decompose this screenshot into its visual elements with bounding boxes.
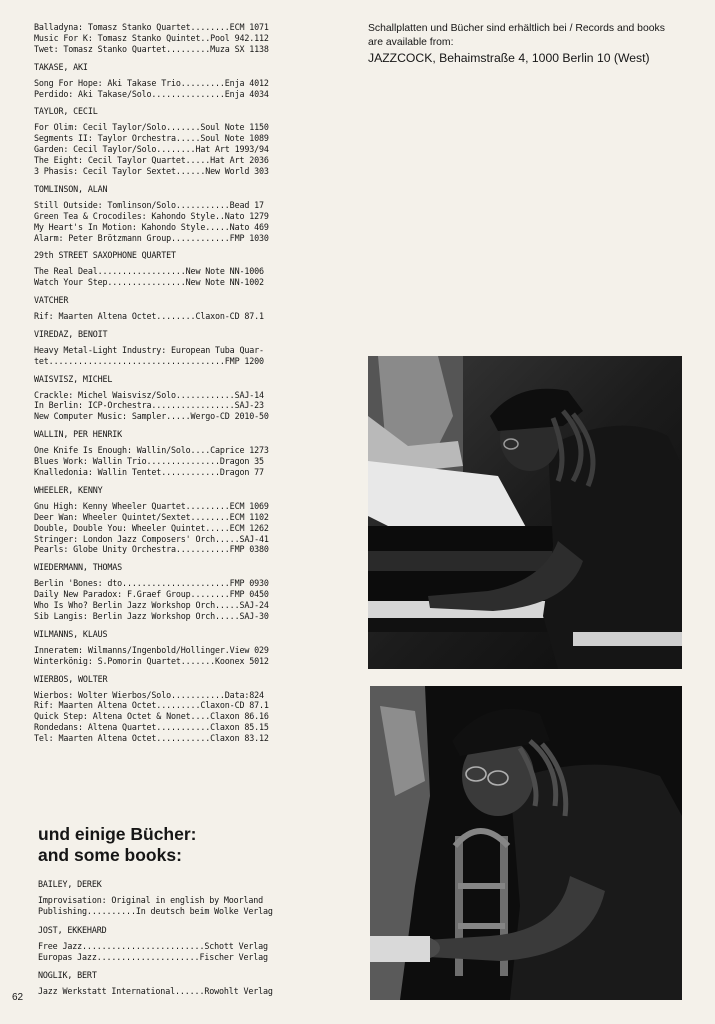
artist-header: WHEELER, KENNY xyxy=(34,484,103,495)
artist-header: JOST, EKKEHARD xyxy=(38,924,107,935)
catalog-entry: Blues Work: Wallin Trio...............Dragon 35 xyxy=(34,456,264,467)
catalog-entry: 3 Phasis: Cecil Taylor Sextet......New World 303 xyxy=(34,165,269,176)
catalog-entry: The Real Deal..................New Note NN-1006 xyxy=(34,266,264,277)
discography-list xyxy=(34,22,356,744)
catalog-entry: Wierbos: Wolter Wierbos/Solo...........Data:824 xyxy=(34,689,264,700)
catalog-entry: Deer Wan: Wheeler Quintet/Sextet........ECM 1102 xyxy=(34,511,269,522)
books-heading-german: und einige Bücher: xyxy=(38,824,197,844)
catalog-entry: Inneratem: Wilmanns/Ingenbold/Hollinger.View 029 xyxy=(34,644,269,655)
catalog-entry: Music For K: Tomasz Stanko Quintet..Pool 942.112 xyxy=(34,32,269,43)
catalog-entry: Balladyna: Tomasz Stanko Quartet........ECM 1071 xyxy=(34,22,269,32)
catalog-entry: Crackle: Michel Waisvisz/Solo............SAJ-14 xyxy=(34,389,264,400)
photo-pianist-front xyxy=(370,686,682,1000)
catalog-entry: Improvisation: Original in english by Moorland xyxy=(38,894,264,905)
catalog-entry: Green Tea & Crocodiles: Kahondo Style..Nato 1279 xyxy=(34,210,269,221)
photo-pianist-side xyxy=(368,356,682,669)
catalog-entry: tet....................................FMP 1200 xyxy=(34,355,264,366)
notice-line-2: are available from: xyxy=(368,36,454,48)
catalog-entry: Publishing..........In deutsch beim Wolke Verlag xyxy=(38,905,273,916)
catalog-entry: Rif: Maarten Altena Octet.........Claxon-CD 87.1 xyxy=(34,700,269,711)
catalog-entry: Pearls: Globe Unity Orchestra...........FMP 0380 xyxy=(34,544,269,555)
catalog-entry: Quick Step: Altena Octet & Nonet....Claxon 86.16 xyxy=(34,711,269,722)
catalog-entry: Gnu High: Kenny Wheeler Quartet.........ECM 1069 xyxy=(34,500,269,511)
catalog-entry: In Berlin: ICP-Orchestra.................SAJ-23 xyxy=(34,400,264,411)
catalog-entry: Twet: Tomasz Stanko Quartet.........Muza SX 1138 xyxy=(34,43,269,54)
catalog-entry: Sib Langis: Berlin Jazz Workshop Orch.....SAJ-30 xyxy=(34,610,269,621)
artist-header: WAISVISZ, MICHEL xyxy=(34,373,113,384)
catalog-entry: Jazz Werkstatt International......Rowohlt Verlag xyxy=(38,986,273,997)
availability-notice xyxy=(368,22,690,66)
artist-header: WIEDERMANN, THOMAS xyxy=(34,562,123,573)
catalog-entry: Knalledonia: Wallin Tentet............Dragon 77 xyxy=(34,467,264,477)
artist-header: BAILEY, DEREK xyxy=(38,879,102,889)
books-list xyxy=(38,879,358,997)
catalog-entry: Segments II: Taylor Orchestra.....Soul Note 1089 xyxy=(34,133,269,144)
books-heading-english: and some books: xyxy=(38,844,182,865)
notice-address: JAZZCOCK, Behaimstraße 4, 1000 Berlin 10 (West) xyxy=(368,51,650,65)
artist-header: WALLIN, PER HENRIK xyxy=(34,429,123,440)
catalog-entry: The Eight: Cecil Taylor Quartet.....Hat Art 2036 xyxy=(34,155,269,166)
artist-header: TOMLINSON, ALAN xyxy=(34,183,108,194)
books-heading xyxy=(38,824,358,865)
catalog-entry: Song For Hope: Aki Takase Trio.........Enja 4012 xyxy=(34,77,269,88)
catalog-entry: Stringer: London Jazz Composers' Orch.....SAJ-41 xyxy=(34,533,269,544)
catalog-entry: Garden: Cecil Taylor/Solo........Hat Art 1993/94 xyxy=(34,144,269,155)
catalog-entry: Daily New Paradox: F.Graef Group........FMP 0450 xyxy=(34,589,269,600)
catalog-entry: Watch Your Step................New Note NN-1002 xyxy=(34,277,264,288)
artist-header: TAKASE, AKI xyxy=(34,61,88,72)
artist-header: 29th STREET SAXOPHONE QUARTET xyxy=(34,250,176,261)
artist-header: VIREDAZ, BENOIT xyxy=(34,328,108,339)
catalog-entry: Who Is Who? Berlin Jazz Workshop Orch.....SAJ-24 xyxy=(34,600,269,611)
catalog-entry: Rif: Maarten Altena Octet........Claxon-CD 87.1 xyxy=(34,311,264,322)
artist-header: WIERBOS, WOLTER xyxy=(34,673,108,684)
catalog-entry: Free Jazz.........................Schott Verlag xyxy=(38,940,268,951)
artist-header: TAYLOR, CECIL xyxy=(34,106,98,117)
catalog-entry: Still Outside: Tomlinson/Solo...........Bead 17 xyxy=(34,199,264,210)
catalog-entry: Tel: Maarten Altena Octet...........Claxon 83.12 xyxy=(34,733,269,744)
catalog-entry: Alarm: Peter Brötzmann Group............FMP 1030 xyxy=(34,232,269,243)
catalog-entry: For Olim: Cecil Taylor/Solo.......Soul Note 1150 xyxy=(34,122,269,133)
catalog-entry: Double, Double You: Wheeler Quintet.....ECM 1262 xyxy=(34,522,269,533)
catalog-entry: Heavy Metal-Light Industry: European Tuba Quar- xyxy=(34,344,264,355)
artist-header: NOGLIK, BERT xyxy=(38,970,97,981)
catalog-entry: New Computer Music: Sampler.....Wergo-CD 2010-50 xyxy=(34,411,269,422)
artist-header: VATCHER xyxy=(34,295,69,306)
artist-header: WILMANNS, KLAUS xyxy=(34,628,108,639)
catalog-entry: Rondedans: Altena Quartet...........Claxon 85.15 xyxy=(34,722,269,733)
catalog-entry: Perdido: Aki Takase/Solo...............Enja 4034 xyxy=(34,88,269,99)
catalog-entry: Europas Jazz.....................Fischer Verlag xyxy=(38,951,268,962)
page-number: 62 xyxy=(12,992,24,1003)
catalog-entry: My Heart's In Motion: Kahondo Style.....Nato 469 xyxy=(34,221,269,232)
catalog-entry: One Knife Is Enough: Wallin/Solo....Caprice 1273 xyxy=(34,445,269,456)
catalog-entry: Winterkönig: S.Pomorin Quartet.......Koonex 5012 xyxy=(34,655,269,666)
notice-line-1: Schallplatten und Bücher sind erhältlich bei / Records and books xyxy=(368,23,665,34)
catalog-entry: Berlin 'Bones: dto......................FMP 0930 xyxy=(34,578,269,589)
